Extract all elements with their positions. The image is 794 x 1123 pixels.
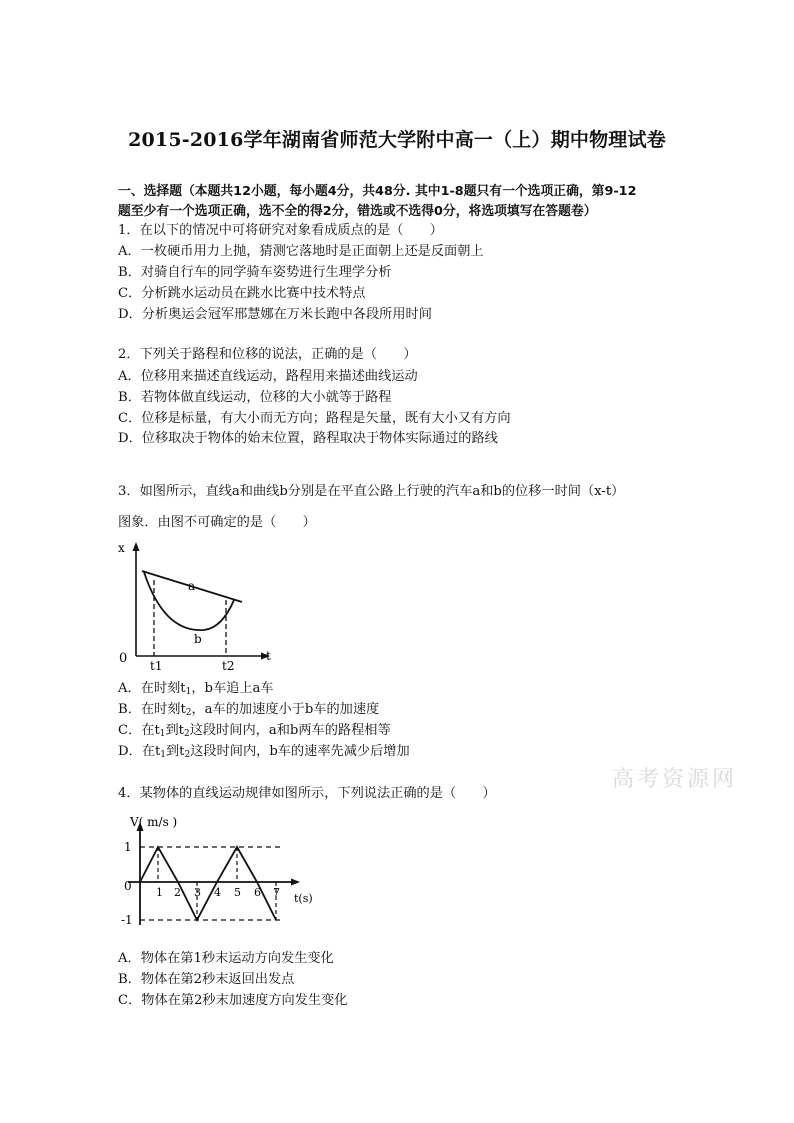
q3-option-c: C．在$t_1$到$t_2$这段时间内，a和b两车的路程相等 <box>118 723 391 739</box>
q2-option-d: D．位移取决于物体的始末位置，路程取决于物体实际通过的路线 <box>118 431 498 446</box>
velocity-line <box>140 847 276 920</box>
q3-stem-line2: 图象．由图不可确定的是（ ） <box>118 515 316 530</box>
page-title: 2015-2016学年湖南省师范大学附中高一（上）期中物理试卷 <box>128 129 666 151</box>
q4-xtick-7: 7 <box>273 886 280 899</box>
q2-option-c: C．位移是标量，有大小而无方向；路程是矢量，既有大小又有方向 <box>118 411 511 426</box>
q3-xt-graph <box>114 538 279 673</box>
q3-label-b: b <box>194 632 202 646</box>
q2-option-b: B．若物体做直线运动，位移的大小就等于路程 <box>118 390 392 405</box>
q3-y-label: x <box>118 541 125 555</box>
q4-stem: 4．某物体的直线运动规律如图所示，下列说法正确的是（ ） <box>118 786 496 801</box>
q4-option-a: A．物体在第1秒末运动方向发生变化 <box>118 951 334 966</box>
q3-label-a: a <box>188 579 196 593</box>
q1-option-d: D．分析奥运会冠军邢慧娜在万米长跑中各段所用时间 <box>118 307 432 322</box>
q4-xtick-2: 2 <box>174 886 181 899</box>
q4-x-label: t(s) <box>294 892 313 905</box>
q2-option-a: A．位移用来描述直线运动，路程用来描述曲线运动 <box>118 369 418 384</box>
q4-xtick-1: 1 <box>156 886 163 899</box>
q3-origin-label: 0 <box>119 651 128 666</box>
q3-option-b: B．在时刻$t_2$，a车的加速度小于b车的加速度 <box>118 702 380 718</box>
q2-stem: 2．下列关于路程和位移的说法，正确的是（ ） <box>118 347 417 362</box>
q3-t2-label: t2 <box>222 659 235 673</box>
q4-xtick-5: 5 <box>234 886 241 899</box>
q4-vt-graph <box>116 810 321 935</box>
q1-option-a: A．一枚硬币用力上抛，猜测它落地时是正面朝上还是反面朝上 <box>118 244 484 259</box>
q3-option-a: A．在时刻$t_1$，b车追上a车 <box>118 681 274 697</box>
q3-x-label: t <box>266 649 271 663</box>
q4-option-b: B．物体在第2秒末返回出发点 <box>118 972 295 987</box>
section-header-line1: 一、选择题（本题共12小题，每小题4分，共48分. 其中1-8题只有一个选项正确，第9-12 <box>118 184 637 199</box>
watermark: 高考资源网 <box>612 767 738 792</box>
q4-xtick-3: 3 <box>194 886 201 899</box>
q3-stem-line1: 3．如图所示，直线a和曲线b分别是在平直公路上行驶的汽车a和b的位移一时间（x-t） <box>118 484 625 499</box>
q4-xtick-4: 4 <box>214 886 221 899</box>
q4-ytick-neg1: -1 <box>121 913 133 927</box>
q4-ytick-1: 1 <box>124 840 132 854</box>
q1-stem: 1．在以下的情况中可将研究对象看成质点的是（ ） <box>118 223 443 238</box>
q4-y-label: V( m/s ) <box>130 815 178 829</box>
q1-option-c: C．分析跳水运动员在跳水比赛中技术特点 <box>118 286 366 301</box>
q4-xtick-6: 6 <box>254 886 261 899</box>
q3-option-d: D．在$t_1$到$t_2$这段时间内，b车的速率先减少后增加 <box>118 744 410 760</box>
q4-ytick-0: 0 <box>124 879 132 893</box>
section-header-line2: 题至少有一个选项正确，选不全的得2分，错选或不选得0分，将选项填写在答题卷） <box>118 204 597 219</box>
q1-option-b: B．对骑自行车的同学骑车姿势进行生理学分析 <box>118 265 392 280</box>
q3-t1-label: t1 <box>150 659 163 673</box>
q4-option-c: C．物体在第2秒末加速度方向发生变化 <box>118 993 348 1008</box>
